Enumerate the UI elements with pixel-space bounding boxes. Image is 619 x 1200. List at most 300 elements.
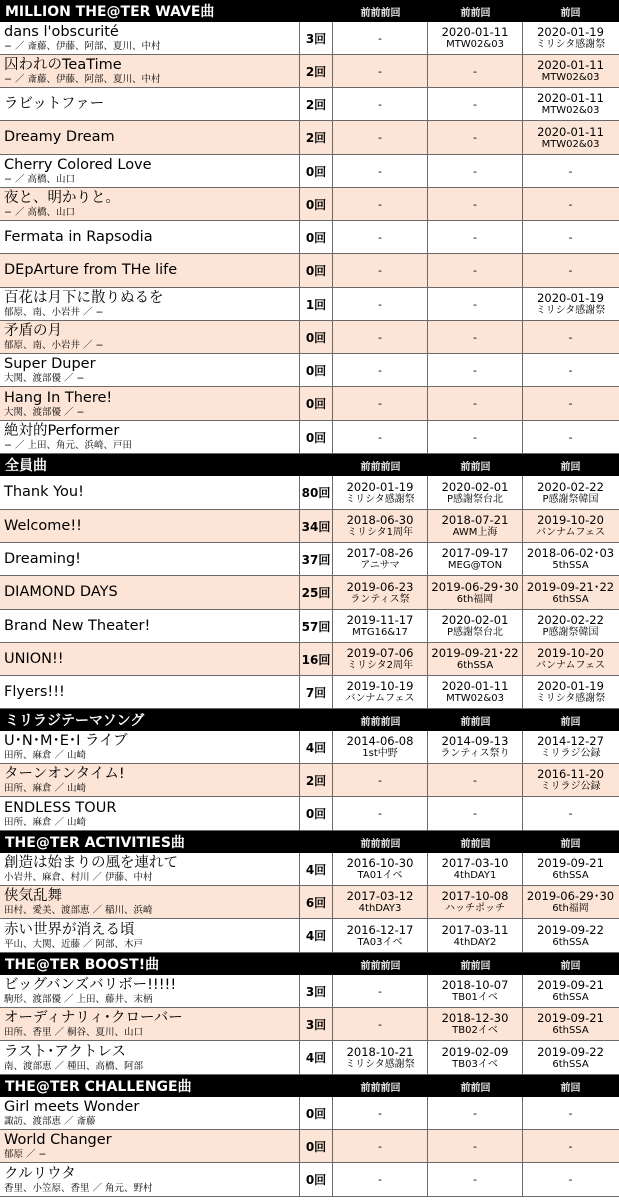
- performance-event: アニサマ: [360, 560, 400, 571]
- performance-date: -: [473, 230, 477, 244]
- performance-date: -: [473, 430, 477, 444]
- table-row: [0, 387, 619, 421]
- performance-event: AWM上海: [452, 527, 498, 538]
- performance-date: -: [378, 264, 382, 277]
- performance-cell: [523, 510, 618, 542]
- performance-date: 2020-01-11: [441, 679, 509, 693]
- table-row: [0, 764, 619, 797]
- performance-cell: [523, 1008, 618, 1040]
- performance-cell: [523, 22, 618, 54]
- performance-count: 0回: [300, 1163, 333, 1196]
- song-title: Thank You!: [4, 484, 84, 500]
- performance-cell: [523, 975, 618, 1007]
- performance-cell: [523, 764, 618, 796]
- table-row: [0, 188, 619, 221]
- performance-cell: [523, 1163, 618, 1196]
- performance-date: -: [473, 1173, 477, 1186]
- song-cell: [0, 919, 300, 952]
- performance-date: 2016-12-17: [346, 922, 414, 937]
- song-cell: [0, 254, 300, 287]
- performance-date: 2019-11-17: [346, 613, 414, 627]
- performance-date: 2017-03-11: [441, 922, 509, 937]
- column-header: 前回: [560, 960, 581, 972]
- performance-count: 3回: [300, 975, 333, 1007]
- performance-date: -: [378, 330, 382, 344]
- performance-cell: [523, 288, 618, 320]
- performance-cell: [428, 221, 523, 253]
- performance-cell: [523, 543, 618, 575]
- performance-cell: [523, 321, 618, 353]
- song-cell: [0, 476, 300, 509]
- performance-cell: [333, 1097, 428, 1129]
- table-row: [0, 254, 619, 288]
- performance-cell: [428, 88, 523, 120]
- table-row: [0, 288, 619, 321]
- performance-cell: [333, 155, 428, 187]
- performance-cell: [428, 288, 523, 320]
- performance-cell: [523, 1041, 618, 1074]
- column-header: 前回: [560, 716, 581, 728]
- table-row: [0, 1097, 619, 1130]
- song-cell: [0, 387, 300, 420]
- performance-event: TA01イベ: [357, 870, 403, 881]
- performance-event: バンナムフェス: [345, 693, 415, 704]
- performance-cell: [523, 387, 618, 420]
- performance-count: 0回: [300, 1097, 333, 1129]
- song-members: − ／ 高橋、山口: [4, 207, 75, 218]
- performance-event: 6thSSA: [552, 992, 589, 1003]
- table-row: [0, 853, 619, 886]
- performance-event: 4thDAY2: [453, 936, 497, 948]
- performance-cell: [428, 354, 523, 386]
- performance-event: TB01イベ: [452, 992, 498, 1003]
- performance-date: 2017-09-17: [441, 546, 509, 560]
- table-row: [0, 55, 619, 88]
- performance-cell: [523, 797, 618, 830]
- song-cell: [0, 1130, 300, 1162]
- performance-event: ミリシタ感謝祭: [345, 1058, 415, 1070]
- performance-cell: [333, 1008, 428, 1040]
- performance-date: -: [473, 197, 477, 211]
- song-cell: [0, 22, 300, 54]
- performance-event: P感謝祭台北: [446, 627, 504, 638]
- performance-date: -: [378, 197, 382, 211]
- song-members: 郁原、南、小岩井 ／ −: [4, 307, 104, 318]
- song-title: 赤い世界が消える頃: [4, 921, 135, 938]
- performance-date: 2019-09-21: [537, 856, 604, 870]
- performance-count: 16回: [300, 643, 333, 675]
- performance-cell: [333, 886, 428, 918]
- performance-date: -: [568, 397, 573, 410]
- performance-cell: [523, 731, 618, 763]
- column-header: 前回: [560, 1082, 581, 1094]
- song-cell: [0, 354, 300, 386]
- performance-date: 2018-06-30: [346, 513, 414, 527]
- performance-cell: [428, 22, 523, 54]
- performance-event: 6thSSA: [456, 660, 494, 671]
- song-cell: [0, 975, 300, 1007]
- performance-cell: [428, 797, 523, 830]
- performance-date: -: [378, 131, 382, 144]
- song-cell: [0, 1097, 300, 1129]
- performance-cell: [333, 643, 428, 675]
- performance-cell: [523, 254, 618, 287]
- performance-date: 2020-01-19: [346, 479, 414, 494]
- performance-event: ミリシタ感謝祭: [535, 693, 606, 704]
- performance-date: 2017-03-12: [346, 889, 414, 903]
- song-cell: [0, 421, 300, 453]
- table-row: [0, 610, 619, 643]
- performance-cell: [333, 510, 428, 542]
- performance-cell: [333, 387, 428, 420]
- section-title: 全員曲: [5, 458, 47, 474]
- performance-date: 2019-06-23: [346, 579, 414, 594]
- song-cell: [0, 1041, 300, 1074]
- performance-date: 2020-01-19: [537, 679, 604, 693]
- performance-count: 2回: [300, 121, 333, 154]
- performance-cell: [428, 643, 523, 675]
- performance-date: 2018-10-07: [441, 978, 509, 992]
- performance-count: 0回: [300, 387, 333, 420]
- performance-count: 0回: [300, 221, 333, 253]
- performance-date: 2020-01-19: [537, 291, 604, 305]
- performance-count: 57回: [300, 610, 333, 642]
- performance-event: 6th福岡: [456, 593, 494, 605]
- performance-event: ミリラジ公録: [540, 748, 601, 759]
- column-header: 前前前回: [360, 461, 401, 473]
- song-title: オーディナリィ･クローバー: [4, 1010, 183, 1026]
- performance-cell: [428, 1163, 523, 1196]
- performance-date: -: [378, 1173, 382, 1186]
- performance-cell: [333, 88, 428, 120]
- song-title: Girl meets Wonder: [4, 1099, 140, 1115]
- song-cell: [0, 610, 300, 642]
- performance-date: -: [473, 807, 477, 820]
- table-row: [0, 1130, 619, 1163]
- performance-date: 2020-01-11: [441, 25, 509, 39]
- song-cell: [0, 1163, 300, 1196]
- performance-event: 6thSSA: [552, 593, 589, 605]
- song-cell: [0, 88, 300, 120]
- performance-event: ミリシタ感謝祭: [535, 39, 606, 50]
- performance-event: 6thSSA: [552, 936, 589, 948]
- table-row: [0, 543, 619, 576]
- performance-date: -: [378, 1139, 382, 1153]
- performance-date: 2020-01-11: [537, 124, 604, 139]
- performance-cell: [428, 1097, 523, 1129]
- section-header: [0, 953, 619, 975]
- song-members: 大関、渡部優 ／ −: [4, 406, 85, 418]
- performance-event: MTW02&03: [446, 693, 504, 704]
- performance-date: 2019-10-20: [537, 513, 604, 527]
- song-title: クルリウタ: [4, 1165, 76, 1182]
- performance-cell: [428, 510, 523, 542]
- performance-cell: [428, 155, 523, 187]
- performance-date: -: [473, 264, 477, 277]
- performance-event: バンナムフェス: [536, 660, 605, 671]
- performance-cell: [333, 764, 428, 796]
- performance-cell: [523, 121, 618, 154]
- performance-event: バンナムフェス: [536, 527, 605, 538]
- performance-cell: [428, 543, 523, 575]
- performance-cell: [523, 853, 618, 885]
- performance-date: -: [378, 64, 382, 78]
- performance-cell: [333, 919, 428, 952]
- performance-cell: [523, 221, 618, 253]
- performance-count: 0回: [300, 1130, 333, 1162]
- performance-date: -: [473, 131, 477, 144]
- performance-event: TA03イベ: [357, 936, 403, 948]
- song-members: − ／ 上田、角元、浜崎、戸田: [4, 440, 132, 451]
- song-cell: [0, 676, 300, 708]
- table-row: [0, 22, 619, 55]
- performance-cell: [333, 975, 428, 1007]
- song-title: Dreamy Dream: [4, 129, 115, 145]
- performance-cell: [523, 576, 618, 609]
- song-title: ラビットファー: [4, 95, 105, 112]
- performance-date: -: [473, 297, 477, 311]
- performance-cell: [428, 764, 523, 796]
- song-members: 香里、小笠原、香里 ／ 角元、野村: [4, 1182, 153, 1194]
- performance-cell: [428, 1008, 523, 1040]
- performance-cell: [333, 188, 428, 220]
- performance-date: 2019-09-22: [537, 922, 604, 937]
- performance-date: 2014-12-27: [537, 734, 604, 748]
- song-cell: [0, 321, 300, 353]
- section-header: [0, 831, 619, 853]
- performance-count: 4回: [300, 919, 333, 952]
- performance-event: 6thSSA: [552, 870, 589, 881]
- table-row: [0, 321, 619, 354]
- performance-cell: [333, 731, 428, 763]
- performance-event: MEG@TON: [447, 560, 503, 571]
- song-cell: [0, 731, 300, 763]
- song-cell: [0, 288, 300, 320]
- performance-date: 2020-02-22: [537, 479, 604, 494]
- table-row: [0, 576, 619, 610]
- song-title: DEpArture from THe life: [4, 262, 178, 278]
- column-header: 前回: [560, 7, 581, 19]
- performance-cell: [428, 476, 523, 509]
- performance-date: 2018-07-21: [441, 513, 509, 527]
- performance-date: 2019-10-19: [346, 679, 414, 693]
- performance-date: -: [378, 430, 382, 444]
- performance-date: -: [568, 264, 573, 277]
- song-title: Hang In There!: [4, 389, 113, 406]
- performance-cell: [333, 354, 428, 386]
- column-header: 前前前回: [360, 7, 401, 19]
- performance-date: 2019-09-21: [537, 1011, 604, 1025]
- song-title: 夜と、明かりと。: [4, 190, 120, 206]
- performance-date: -: [378, 363, 382, 377]
- performance-count: 0回: [300, 421, 333, 453]
- performance-cell: [428, 853, 523, 885]
- song-title: Fermata in Rapsodia: [4, 228, 153, 245]
- column-header: 前前前回: [360, 838, 401, 850]
- song-title: Dreaming!: [4, 550, 81, 567]
- performance-event: P感謝祭韓国: [542, 627, 599, 638]
- performance-date: 2014-06-08: [346, 734, 414, 748]
- performance-cell: [333, 676, 428, 708]
- column-header: 前前回: [460, 461, 491, 473]
- section-header: [0, 709, 619, 731]
- song-cell: [0, 1008, 300, 1040]
- performance-count: 4回: [300, 853, 333, 885]
- song-cell: [0, 764, 300, 796]
- song-members: − ／ 斎藤、伊藤、阿部、夏川、中村: [4, 41, 161, 52]
- performance-cell: [523, 476, 618, 509]
- performance-cell: [523, 354, 618, 386]
- performance-count: 2回: [300, 764, 333, 796]
- performance-event: TB02イベ: [452, 1025, 498, 1036]
- song-cell: [0, 853, 300, 885]
- song-cell: [0, 510, 300, 542]
- performance-count: 4回: [300, 731, 333, 763]
- performance-cell: [523, 55, 618, 87]
- performance-date: 2016-11-20: [537, 767, 604, 781]
- performance-cell: [333, 1130, 428, 1162]
- performance-count: 0回: [300, 321, 333, 353]
- table-row: [0, 731, 619, 764]
- performance-count: 80回: [300, 476, 333, 509]
- performance-date: -: [473, 397, 477, 410]
- performance-cell: [523, 886, 618, 918]
- performance-event: 4thDAY1: [453, 870, 497, 881]
- song-title: Welcome!!: [4, 517, 82, 534]
- performance-count: 2回: [300, 55, 333, 87]
- song-title: 矛盾の月: [4, 323, 62, 339]
- song-cell: [0, 188, 300, 220]
- performance-cell: [523, 88, 618, 120]
- performance-date: -: [473, 1139, 477, 1153]
- section-header: [0, 1075, 619, 1097]
- table-row: [0, 676, 619, 709]
- performance-date: 2018-06-02･03: [526, 546, 615, 560]
- performance-cell: [428, 188, 523, 220]
- song-title: ターンオンタイム!: [4, 766, 125, 782]
- performance-cell: [333, 254, 428, 287]
- performance-count: 4回: [300, 1041, 333, 1074]
- performance-cell: [523, 919, 618, 952]
- song-members: 郁原、南、小岩井 ／ −: [4, 340, 104, 351]
- performance-date: 2019-02-09: [441, 1044, 509, 1059]
- table-row: [0, 155, 619, 188]
- performance-date: -: [568, 164, 573, 178]
- performance-cell: [523, 1130, 618, 1162]
- performance-count: 34回: [300, 510, 333, 542]
- performance-cell: [333, 543, 428, 575]
- performance-cell: [523, 155, 618, 187]
- table-row: [0, 121, 619, 155]
- column-header: 前前前回: [360, 960, 401, 972]
- column-header: 前前回: [460, 1082, 491, 1094]
- performance-cell: [333, 55, 428, 87]
- performance-event: MTW02&03: [541, 138, 600, 150]
- column-header: 前前前回: [360, 1082, 401, 1094]
- performance-cell: [523, 610, 618, 642]
- table-row: [0, 510, 619, 543]
- performance-cell: [333, 321, 428, 353]
- performance-date: -: [473, 773, 477, 787]
- performance-cell: [333, 288, 428, 320]
- performance-date: -: [568, 1139, 573, 1153]
- performance-date: -: [473, 330, 477, 344]
- performance-event: ミリシタ2周年: [347, 660, 413, 671]
- section-title: MILLION THE@TER WAVE曲: [5, 4, 215, 20]
- performance-cell: [428, 731, 523, 763]
- performance-date: -: [378, 230, 382, 244]
- song-members: − ／ 斎藤、伊藤、阿部、夏川、中村: [4, 74, 161, 85]
- performance-date: 2019-10-20: [537, 646, 604, 660]
- table-row: [0, 476, 619, 510]
- song-title: 絶対的Performer: [4, 423, 120, 439]
- table-row: [0, 886, 619, 919]
- column-header: 前前回: [460, 838, 491, 850]
- song-members: 諏訪、渡部恵 ／ 斎藤: [4, 1116, 96, 1127]
- song-members: 田所、麻倉 ／ 山崎: [4, 750, 87, 761]
- song-cell: [0, 576, 300, 609]
- performance-date: 2017-10-08: [441, 889, 509, 903]
- performance-date: 2017-03-10: [441, 856, 509, 870]
- performance-cell: [333, 22, 428, 54]
- section-header: [0, 0, 619, 22]
- performance-event: TB03イベ: [452, 1058, 498, 1070]
- performance-event: 5thSSA: [552, 560, 589, 571]
- table-row: [0, 1163, 619, 1197]
- performance-date: -: [568, 1106, 573, 1120]
- performance-event: MTW02&03: [446, 39, 504, 50]
- section-header: [0, 454, 619, 476]
- column-header: 前回: [560, 838, 581, 850]
- performance-date: -: [378, 297, 382, 311]
- performance-date: -: [378, 31, 382, 45]
- performance-cell: [523, 1097, 618, 1129]
- song-title: UNION!!: [4, 650, 64, 667]
- performance-cell: [428, 1130, 523, 1162]
- performance-cell: [333, 221, 428, 253]
- performance-cell: [523, 421, 618, 453]
- performance-cell: [428, 387, 523, 420]
- song-title: ENDLESS TOUR: [4, 799, 117, 816]
- performance-event: ミリシタ感謝祭: [535, 305, 606, 316]
- performance-cell: [333, 610, 428, 642]
- performance-count: 2回: [300, 88, 333, 120]
- performance-date: 2020-01-11: [537, 58, 604, 72]
- section-title: THE@TER BOOST!曲: [5, 957, 160, 973]
- performance-cell: [428, 55, 523, 87]
- performance-date: -: [378, 397, 382, 410]
- performance-event: ミリシタ1周年: [347, 527, 413, 538]
- performance-event: ランティス祭: [350, 593, 410, 605]
- performance-cell: [428, 919, 523, 952]
- song-cell: [0, 643, 300, 675]
- performance-date: -: [568, 330, 573, 344]
- performance-date: -: [568, 363, 573, 377]
- performance-date: -: [378, 97, 382, 111]
- performance-event: ハッチポッチ: [445, 903, 505, 914]
- performance-event: ミリシタ感謝祭: [345, 493, 415, 505]
- performance-date: -: [568, 807, 573, 820]
- song-members: 平山、大関、近藤 ／ 阿部、木戸: [4, 938, 144, 950]
- performance-date: 2020-02-22: [537, 613, 604, 627]
- song-title: Brand New Theater!: [4, 617, 151, 634]
- performance-cell: [333, 1041, 428, 1074]
- performance-event: ランティス祭り: [440, 748, 510, 759]
- song-title: dans l'obscurité: [4, 24, 119, 40]
- performance-cell: [428, 121, 523, 154]
- performance-date: 2016-10-30: [346, 856, 414, 870]
- performance-event: P感謝祭韓国: [542, 493, 599, 505]
